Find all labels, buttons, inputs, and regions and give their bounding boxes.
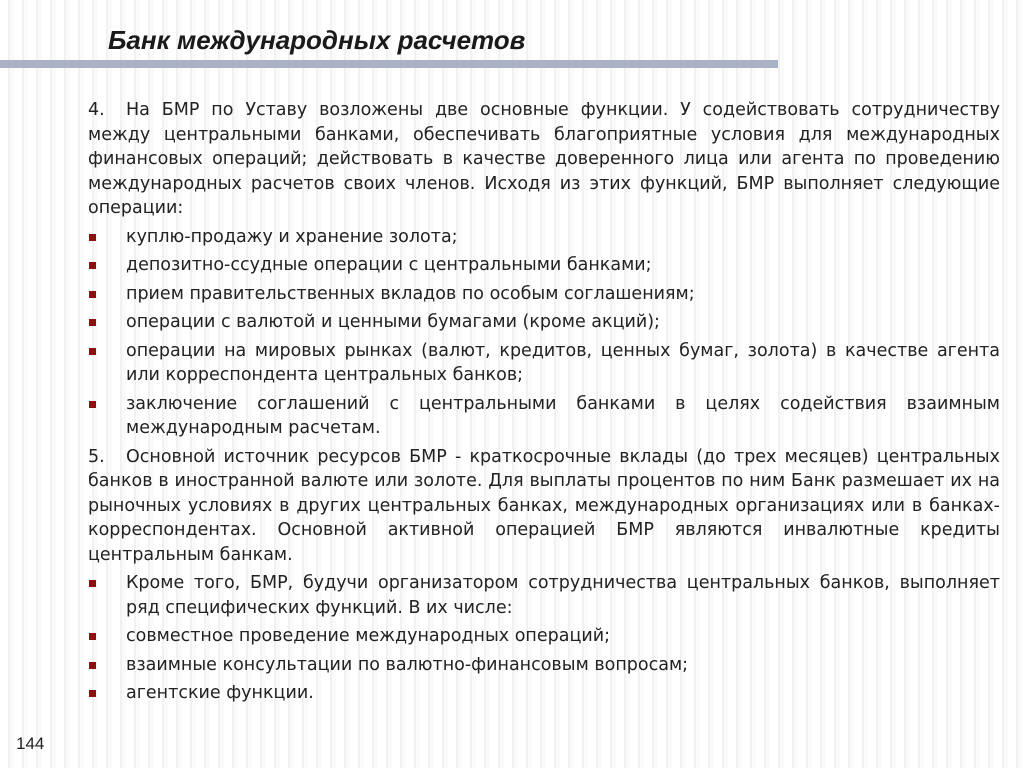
paragraph-text: Основной источник ресурсов БМР - краткосрочные вклады (до трех месяцев) центральных банков в иностранной валюте или золоте. Для выплаты процентов по ним Банк размешает их на рыночных условиях в других центральных банках, международных организациях или в банках-корреспондентах. Основной активной операцией БМР являются инвалютные кредиты центральным банкам. [88,446,1000,565]
bullet-square-icon [89,633,96,640]
paragraph-text: На БМР по Уставу возложены две основные функции. У содействовать сотрудничеству между центральными банками, обеспечивать благоприятные условия для международных финансовых операций; действовать в качестве доверенного лица или агента по проведению международных расчетов своих членов. Исходя из этих функций, БМР выполняет следующие операции: [88,100,1000,218]
specific-functions-list [88,571,1000,706]
bullet-square-icon [89,234,96,241]
list-item [88,225,1000,250]
list-item-text: куплю-продажу и хранение золота; [126,226,458,247]
list-item [88,282,1000,307]
list-item-text: взаимные консультации по валютно-финансовым вопросам; [126,654,689,675]
page-number: 144 [16,734,45,753]
bullet-square-icon [89,262,96,269]
slide-title: Банк международных расчетов [108,25,526,55]
paragraph-5 [88,445,1000,568]
bullet-square-icon [89,401,96,408]
list-item-text: депозитно-ссудные операции с центральными банками; [126,255,652,275]
bullet-square-icon [89,580,96,587]
list-item [88,339,1000,388]
list-item-text: прием правительственных вкладов по особым соглашениям; [126,283,695,304]
slide-content [88,98,1000,710]
list-item-text: совместное проведение международных операций; [126,626,611,646]
list-item [88,571,1000,620]
operations-list [88,225,1000,441]
list-item-text: операции на мировых рынках (валют, кредитов, ценных бумаг, золота) в качестве агента или корреспондента центральных банков; [126,340,1000,385]
list-item-text: операции с валютой и ценными бумагами (кроме акций); [126,312,660,332]
title-underline-bar [0,60,778,68]
list-item [88,392,1000,441]
list-item [88,653,1000,678]
paragraph-number: 4. [88,100,105,120]
bullet-square-icon [89,690,96,697]
bullet-square-icon [89,319,96,326]
list-item [88,310,1000,335]
list-item-text: агентские функции. [126,683,314,703]
list-item-text: Кроме того, БМР, будучи организатором сотрудничества центральных банков, выполняет ряд специфических функций. В их числе: [126,573,1000,618]
bullet-square-icon [89,662,96,669]
paragraph-4 [88,98,1000,221]
list-item [88,624,1000,649]
list-item-text: заключение соглашений с центральными банками в целях содействия взаимным международным расчетам. [126,393,1000,438]
bullet-square-icon [89,348,96,355]
paragraph-number: 5. [88,446,105,467]
bullet-square-icon [89,291,96,298]
list-item [88,681,1000,706]
list-item [88,253,1000,278]
